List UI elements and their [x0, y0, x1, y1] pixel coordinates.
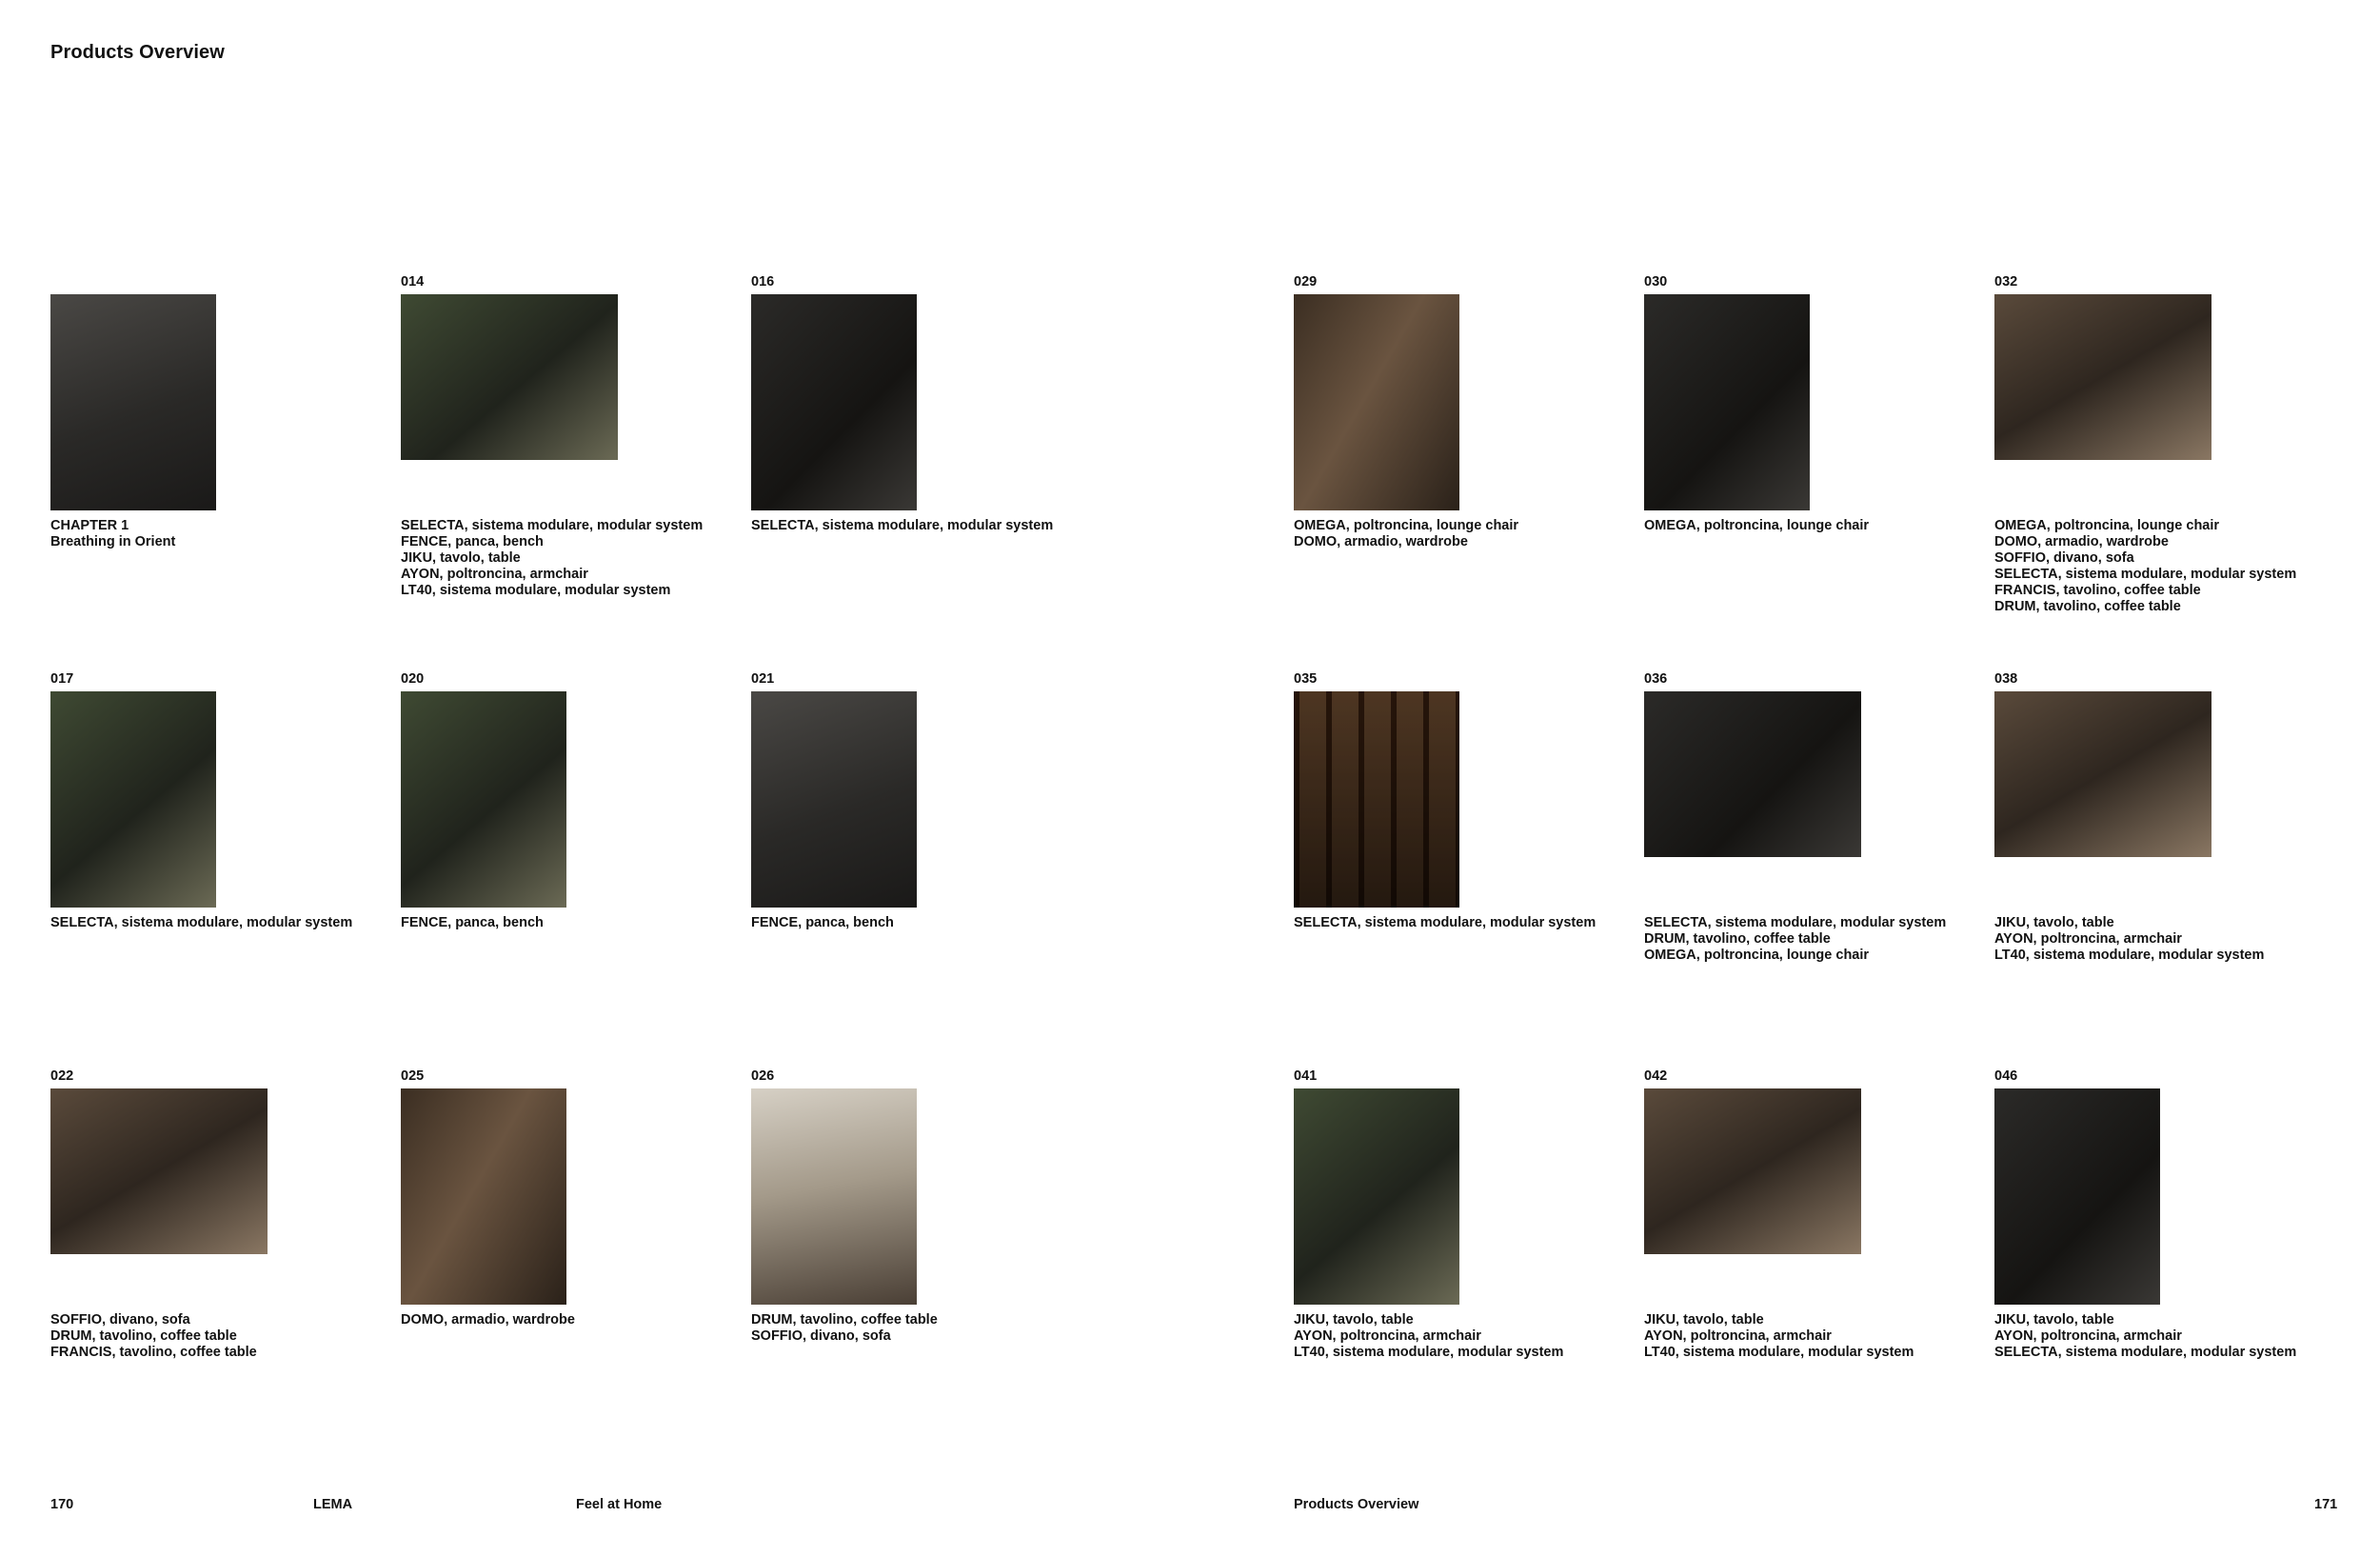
product-caption — [50, 915, 352, 931]
page-reference-number: 030 — [1644, 274, 1668, 289]
page-reference-number: 042 — [1644, 1068, 1668, 1084]
caption-line: SELECTA, sistema modulare, modular system — [1294, 915, 1597, 930]
page-reference-number: 032 — [1994, 274, 2018, 289]
page-reference-number: 021 — [751, 671, 775, 687]
product-card — [1644, 273, 1968, 635]
product-photo — [401, 294, 618, 460]
caption-line: JIKU, tavolo, table — [1994, 915, 2114, 930]
product-card — [751, 1068, 1075, 1429]
page-reference-number: 025 — [401, 1068, 425, 1084]
caption-line: AYON, poltroncina, armchair — [1994, 1328, 2182, 1344]
product-photo — [1294, 294, 1459, 510]
product-photo — [1294, 691, 1459, 908]
product-caption — [1294, 1312, 1563, 1361]
caption-line: SELECTA, sistema modulare, modular system — [1994, 567, 2297, 582]
product-photo — [50, 691, 216, 908]
product-photo — [1294, 1088, 1459, 1305]
product-card — [401, 273, 724, 635]
product-caption — [751, 915, 894, 931]
page-reference-number: 014 — [401, 274, 425, 289]
caption-line: LT40, sistema modulare, modular system — [1994, 948, 2265, 963]
product-photo — [50, 294, 216, 510]
caption-line: OMEGA, poltroncina, lounge chair — [1994, 518, 2220, 533]
product-caption — [1644, 915, 1946, 964]
caption-line: SELECTA, sistema modulare, modular system — [751, 518, 1054, 533]
product-photo — [50, 1088, 268, 1254]
product-photo — [401, 1088, 566, 1305]
product-caption — [1294, 518, 1518, 550]
caption-line: FENCE, panca, bench — [751, 915, 894, 930]
footer-brand: LEMA — [313, 1497, 353, 1512]
caption-line: JIKU, tavolo, table — [1294, 1312, 1414, 1327]
product-photo — [1994, 1088, 2160, 1305]
product-card — [1644, 1068, 1968, 1429]
caption-line: JIKU, tavolo, table — [401, 550, 521, 566]
product-card — [50, 273, 374, 635]
product-photo — [401, 691, 566, 908]
page-title: Products Overview — [50, 42, 225, 63]
page-reference-number: 029 — [1294, 274, 1318, 289]
product-card — [401, 670, 724, 1032]
product-photo — [1644, 1088, 1861, 1254]
right-page-number: 171 — [2314, 1497, 2338, 1512]
caption-line: CHAPTER 1 — [50, 518, 129, 533]
page-reference-number: 022 — [50, 1068, 74, 1084]
product-photo — [1994, 691, 2211, 857]
caption-line: SELECTA, sistema modulare, modular system — [50, 915, 353, 930]
product-card — [50, 1068, 374, 1429]
caption-line: Breathing in Orient — [50, 534, 176, 549]
caption-line: DOMO, armadio, wardrobe — [401, 1312, 575, 1327]
caption-line: LT40, sistema modulare, modular system — [1644, 1345, 1914, 1360]
caption-line: LT40, sistema modulare, modular system — [1294, 1345, 1564, 1360]
caption-line: OMEGA, poltroncina, lounge chair — [1644, 948, 1870, 963]
product-caption — [50, 518, 175, 550]
product-card — [50, 670, 374, 1032]
product-card — [1644, 670, 1968, 1032]
caption-line: DRUM, tavolino, coffee table — [1994, 599, 2181, 614]
product-caption — [1994, 1312, 2296, 1361]
product-caption — [401, 1312, 575, 1328]
page-reference-number: 036 — [1644, 671, 1668, 687]
product-card — [1294, 670, 1617, 1032]
page-reference-number: 026 — [751, 1068, 775, 1084]
product-card — [1994, 670, 2318, 1032]
caption-line: OMEGA, poltroncina, lounge chair — [1644, 518, 1870, 533]
product-card — [751, 273, 1075, 635]
product-caption — [751, 1312, 938, 1345]
caption-line: SOFFIO, divano, sofa — [1994, 550, 2134, 566]
product-card — [751, 670, 1075, 1032]
product-card — [1294, 1068, 1617, 1429]
page-reference-number: 020 — [401, 671, 425, 687]
page-reference-number: 046 — [1994, 1068, 2018, 1084]
product-photo — [751, 691, 917, 908]
product-card — [401, 1068, 724, 1429]
product-caption — [1294, 915, 1596, 931]
caption-line: SOFFIO, divano, sofa — [50, 1312, 190, 1327]
page-reference-number: 016 — [751, 274, 775, 289]
product-caption — [1994, 915, 2264, 964]
caption-line: SELECTA, sistema modulare, modular system — [401, 518, 704, 533]
product-card — [1294, 273, 1617, 635]
footer-tagline: Feel at Home — [576, 1497, 663, 1512]
product-caption — [401, 915, 544, 931]
product-caption — [1644, 518, 1869, 534]
page-reference-number: 041 — [1294, 1068, 1318, 1084]
caption-line: FRANCIS, tavolino, coffee table — [50, 1345, 257, 1360]
product-caption — [1644, 1312, 1914, 1361]
caption-line: SOFFIO, divano, sofa — [751, 1328, 891, 1344]
caption-line: FRANCIS, tavolino, coffee table — [1994, 583, 2201, 598]
product-caption — [401, 518, 703, 599]
caption-line: AYON, poltroncina, armchair — [1294, 1328, 1481, 1344]
caption-line: AYON, poltroncina, armchair — [1644, 1328, 1832, 1344]
caption-line: JIKU, tavolo, table — [1644, 1312, 1764, 1327]
footer-section: Products Overview — [1294, 1497, 1419, 1512]
page-reference-number: 038 — [1994, 671, 2018, 687]
product-card — [1994, 1068, 2318, 1429]
page-reference-number: 017 — [50, 671, 74, 687]
product-photo — [1994, 294, 2211, 460]
product-photo — [1644, 691, 1861, 857]
caption-line: FENCE, panca, bench — [401, 534, 544, 549]
product-photo — [1644, 294, 1810, 510]
page-reference-number: 035 — [1294, 671, 1318, 687]
caption-line: LT40, sistema modulare, modular system — [401, 583, 671, 598]
caption-line: SELECTA, sistema modulare, modular system — [1994, 1345, 2297, 1360]
left-page-number: 170 — [50, 1497, 74, 1512]
caption-line: FENCE, panca, bench — [401, 915, 544, 930]
caption-line: JIKU, tavolo, table — [1994, 1312, 2114, 1327]
caption-line: SELECTA, sistema modulare, modular system — [1644, 915, 1947, 930]
caption-line: DOMO, armadio, wardrobe — [1294, 534, 1468, 549]
product-caption — [50, 1312, 257, 1361]
product-photo — [751, 1088, 917, 1305]
caption-line: DOMO, armadio, wardrobe — [1994, 534, 2169, 549]
product-caption — [1994, 518, 2296, 615]
caption-line: DRUM, tavolino, coffee table — [50, 1328, 237, 1344]
caption-line: DRUM, tavolino, coffee table — [751, 1312, 938, 1327]
caption-line: AYON, poltroncina, armchair — [1994, 931, 2182, 947]
caption-line: DRUM, tavolino, coffee table — [1644, 931, 1831, 947]
product-card — [1994, 273, 2318, 635]
product-photo — [751, 294, 917, 510]
product-caption — [751, 518, 1053, 534]
caption-line: AYON, poltroncina, armchair — [401, 567, 588, 582]
caption-line: OMEGA, poltroncina, lounge chair — [1294, 518, 1519, 533]
